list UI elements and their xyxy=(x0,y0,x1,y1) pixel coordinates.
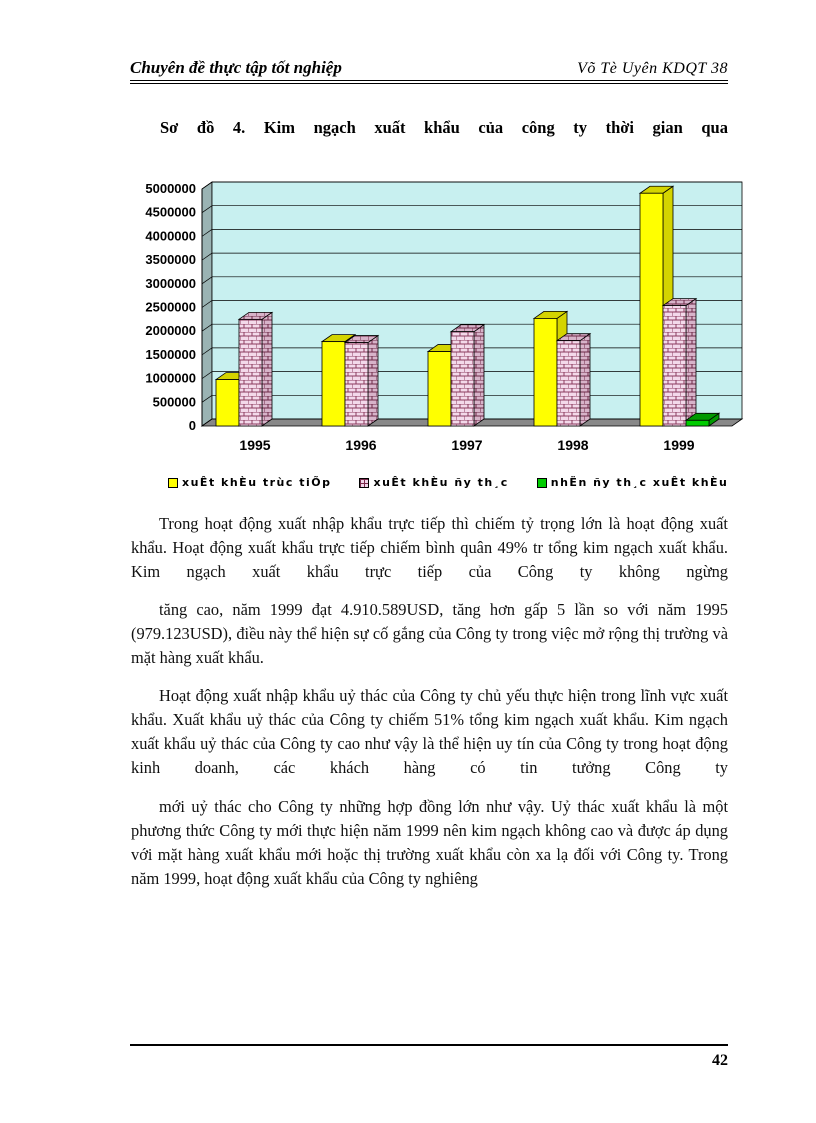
legend-label-direct: xuÊt khÈu trùc tiÕp xyxy=(182,476,332,489)
figure-title-word: công xyxy=(521,118,555,137)
y-tick-label: 3000000 xyxy=(145,275,196,291)
bar-side xyxy=(474,325,484,426)
figure-title-word: 4. xyxy=(232,118,246,137)
figure-title-word: ty xyxy=(573,118,588,137)
paragraph-4 xyxy=(131,795,728,891)
bar xyxy=(428,352,451,426)
figure-title-word: thời xyxy=(605,118,634,137)
figure-title-word: Kim xyxy=(263,118,295,137)
bar xyxy=(451,332,474,426)
y-tick-label: 500000 xyxy=(152,394,196,410)
x-tick-label: 1996 xyxy=(345,437,377,453)
bar xyxy=(686,420,709,426)
y-tick-label: 2000000 xyxy=(145,323,196,339)
figure-title-word: Sơ xyxy=(160,118,179,137)
figure-title-word: qua xyxy=(701,118,728,137)
legend-item-direct xyxy=(168,476,331,489)
bar xyxy=(557,341,580,426)
header-rule xyxy=(130,80,728,84)
y-tick-label: 1500000 xyxy=(145,346,196,362)
figure-title-word: ngạch xyxy=(313,118,356,137)
chart-legend xyxy=(168,476,728,489)
y-tick-label: 1000000 xyxy=(145,370,196,386)
legend-item-entrusted xyxy=(359,476,508,489)
paragraph-1 xyxy=(131,512,728,584)
legend-label-entrusted: xuÊt khÈu ñy th¸c xyxy=(373,476,509,489)
figure-title-word: gian xyxy=(652,118,683,137)
figure-title-word: của xyxy=(478,118,504,137)
bar-side xyxy=(368,336,378,426)
page-number: 42 xyxy=(712,1052,728,1069)
bar xyxy=(216,380,239,426)
y-tick-label: 2500000 xyxy=(145,299,196,315)
paragraph-1-text: Trong hoạt động xuất nhập khẩu trực tiếp thì chiếm tỷ trọng lớn là hoạt động xuất khẩu. Hoạt động xuất khẩu trực tiếp chiếm bình quân 49% tr tổng kim ngạch xuất khẩu. Kim ngạch xuất khẩu trực tiếp của Công ty không ngừng xyxy=(131,514,728,581)
legend-swatch-pink xyxy=(359,478,369,488)
x-tick-label: 1999 xyxy=(663,437,695,453)
y-tick-label: 4500000 xyxy=(145,204,196,220)
paragraph-2-text: tăng cao, năm 1999 đạt 4.910.589USD, tăng hơn gấp 5 lần so với năm 1995 (979.123USD), điều này thể hiện sự cố gắng của Công ty trong việc mở rộng thị trường và mặt hàng xuất khẩu. xyxy=(131,600,728,667)
figure-title-word: khẩu xyxy=(424,118,460,137)
paragraph-3-text: Hoạt động xuất nhập khẩu uỷ thác của Công ty chủ yếu thực hiện trong lĩnh vực xuất khẩu. Xuất khẩu uỷ thác của Công ty chiếm 51% tổng kim ngạch xuất khẩu. Kim ngạch xuất khẩu uỷ thác của Công ty cao như vậy là thể hiện uy tín của Công ty trong hoạt động kinh doanh, các khách hàng có tin tưởng Công ty xyxy=(131,686,728,777)
legend-item-receive xyxy=(537,476,729,489)
bar-side xyxy=(262,312,272,426)
legend-label-receive: nhËn ñy th¸c xuÊt khÈu xyxy=(550,476,729,489)
y-tick-label: 3500000 xyxy=(145,252,196,268)
export-bar-chart xyxy=(120,180,750,470)
legend-swatch-yellow xyxy=(168,478,178,488)
paragraph-3 xyxy=(131,684,728,780)
header-author: Võ Tè Uyên KDQT 38 xyxy=(577,60,728,77)
paragraph-4-text: mới uỷ thác cho Công ty những hợp đồng lớn như vậy. Uỷ thác xuất khẩu là một phương thức Công ty mới thực hiện năm 1999 nên kim ngạch không cao và được áp dụng với mặt hàng xuất khẩu mới hoặc thị trường xuất khẩu còn xa lạ đối với Công ty. Trong năm 1999, hoạt động xuất khẩu của Công ty nghiêng xyxy=(131,797,728,888)
bar xyxy=(239,319,262,426)
y-tick-label: 5000000 xyxy=(145,181,196,196)
bar xyxy=(663,306,686,426)
figure-title xyxy=(160,118,728,138)
bar xyxy=(534,318,557,426)
y-tick-label: 4000000 xyxy=(145,228,196,244)
bar xyxy=(322,342,345,426)
page-header xyxy=(130,52,728,78)
bar xyxy=(640,193,663,426)
legend-swatch-green xyxy=(537,478,547,488)
y-tick-label: 0 xyxy=(188,418,196,433)
paragraph-2 xyxy=(131,598,728,670)
x-tick-label: 1998 xyxy=(557,437,589,453)
x-tick-label: 1995 xyxy=(239,437,271,453)
figure-title-word: xuất xyxy=(374,118,406,137)
footer-rule xyxy=(130,1044,728,1046)
x-tick-label: 1997 xyxy=(451,437,483,453)
bar xyxy=(345,343,368,426)
figure-title-word: đồ xyxy=(196,118,215,137)
header-left-title: Chuyên đề thực tập tốt nghiệp xyxy=(130,58,342,77)
bar-side xyxy=(580,334,590,426)
bar-side xyxy=(686,299,696,426)
